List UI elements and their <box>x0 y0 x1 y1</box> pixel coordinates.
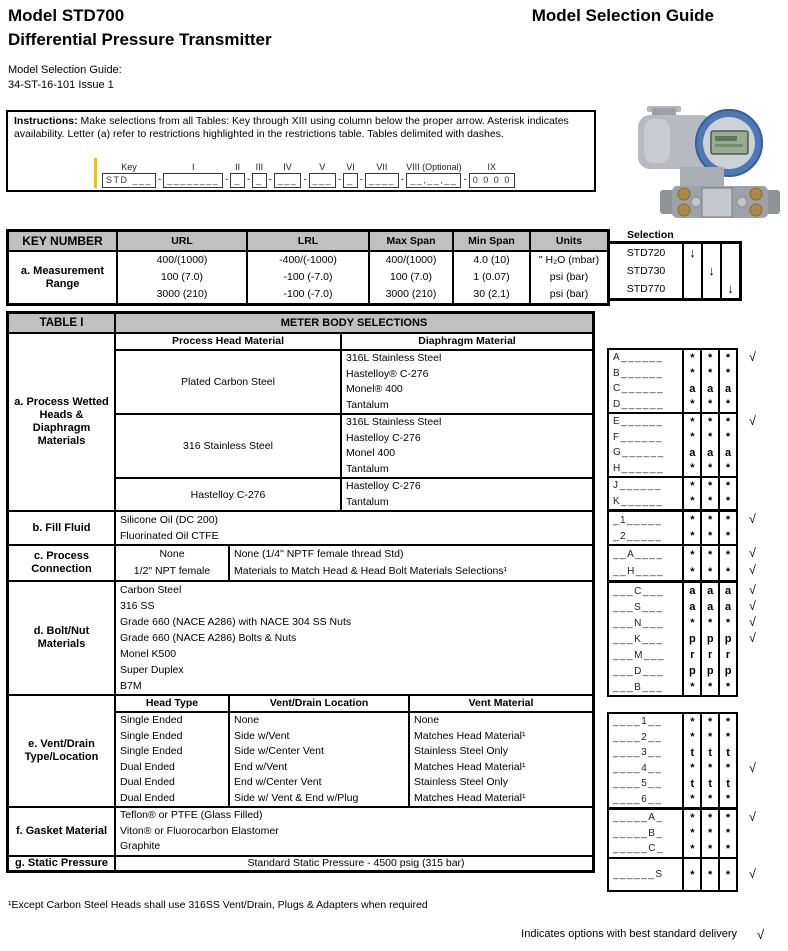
head-type: Single Ended <box>120 745 183 757</box>
key-separator: - <box>359 174 363 185</box>
key-number-title: KEY NUMBER <box>8 231 118 252</box>
bolt-option: Carbon Steel <box>120 584 182 596</box>
fill-fluid-option: Silicone Oil (DC 200) <box>120 514 219 526</box>
diaphragm-option: Hastelloy C-276 <box>346 480 421 492</box>
model-selection-box <box>607 241 742 301</box>
table1-title: TABLE I <box>9 314 116 332</box>
selection-box-d <box>607 581 756 697</box>
selection-row: G______ a a a <box>609 445 736 461</box>
selection-row: ____1__ * * * <box>609 714 736 730</box>
head-type: Dual Ended <box>120 760 175 773</box>
section-process-wetted: a. Process Wetted Heads & Diaphragm Materials Process Head Material Diaphragm Material Plated Carbon Steel 316L Stainless Steel Hastelloy® C-276 Monel® 400 Tantalum 316 Stainless Steel 316L Stainless Steel Hastelloy C-276 Monel 400 Tantalum Hastelloy C-276 Hastelloy C-276 Tantalum <box>9 334 592 510</box>
vent-location: End w/Vent <box>234 760 288 773</box>
best-delivery-check: √ <box>749 867 756 881</box>
column-header-lrl: LRL <box>247 231 369 252</box>
key-separator: - <box>463 174 467 185</box>
section-a-subheader: Process Head Material Diaphragm Material <box>116 334 592 351</box>
table1 <box>6 311 595 873</box>
vent-location: Side w/ Vent & End w/Plug <box>234 791 359 804</box>
column-header-units: Units <box>530 231 609 252</box>
vent-material: None <box>414 714 440 726</box>
instructions-text: Make selections from all Tables: Key through XIII using column below the proper arrow. Asterisk indicates availability. Letter (a) refer to restrictions highlighted in the restrictions table. Tables delimited with dashes. <box>14 115 569 140</box>
diaphragm-option: Tantalum <box>346 462 389 475</box>
column-header-min-span: Min Span <box>453 231 530 252</box>
gasket-option: Viton® or Fluorocarbon Elastomer <box>120 824 279 837</box>
key-field-2: II _ <box>230 162 245 188</box>
vent-location: Side w/Vent <box>234 729 290 742</box>
down-arrow-icon: ↓ <box>720 280 739 298</box>
vent-location: End w/Center Vent <box>234 776 322 788</box>
bolt-option: B7M <box>120 680 142 692</box>
selection-row: A______ * * * √ <box>613 350 756 364</box>
vent-material: Stainless Steel Only <box>414 745 508 757</box>
key-number-table <box>6 229 610 306</box>
selection-row: __H____ * * * √ <box>609 563 736 580</box>
legend-text: Indicates options with best standard delivery <box>521 928 737 940</box>
section-vent-drain: e. Vent/Drain Type/Location Head Type Vent/Drain Location Vent Material Single Ended Single Ended Single Ended Dual Ended Dual Ended Dual Ended None Side w/Vent Side w/Center Vent End w/Vent End w/Center Vent Side w/ Vent & End w/Plug None Matches Head Material¹ Stainless Steel Only Matches Head Material¹ Stainless Steel Only Matches Head Material¹ <box>9 694 592 806</box>
key-field-1: I ________ <box>163 162 223 188</box>
vent-location: None <box>234 714 260 726</box>
bolt-option: 316 SS <box>120 600 155 612</box>
selection-label: Selection <box>627 229 674 241</box>
table1-heading: METER BODY SELECTIONS <box>280 317 428 329</box>
selection-row: ___S___ a a a √ <box>613 599 756 613</box>
units-values: " H₂O (mbar) psi (bar) psi (bar) <box>530 251 609 305</box>
selection-row: __A____ * * * √ <box>609 546 736 563</box>
selection-box-b <box>607 510 756 546</box>
head-material-group: Plated Carbon Steel 316L Stainless Steel Hastelloy® C-276 Monel® 400 Tantalum <box>116 351 592 415</box>
product-photo <box>616 106 786 231</box>
head-material-group: 316 Stainless Steel 316L Stainless Steel Hastelloy C-276 Monel 400 Tantalum <box>116 415 592 479</box>
key-separator: - <box>268 174 272 185</box>
page-subtitle: Differential Pressure Transmitter <box>8 30 272 49</box>
best-delivery-check: √ <box>749 615 756 629</box>
key-field-8: VIII (Optional) __,__,__ <box>406 162 462 188</box>
page-title: Model STD700 <box>8 6 125 25</box>
vent-material: Matches Head Material¹ <box>414 760 526 773</box>
selection-row: E______ * * * √ <box>613 414 756 428</box>
selection-row: ____5__ t t t <box>609 776 736 792</box>
best-delivery-check: √ <box>749 546 756 560</box>
table1-header <box>9 314 592 334</box>
static-pressure-value: Standard Static Pressure - 4500 psig (315 bar) <box>247 856 465 869</box>
best-delivery-check: √ <box>749 631 756 645</box>
down-arrow-icon: ↓ <box>701 262 720 280</box>
diaphragm-option: 316L Stainless Steel <box>346 352 442 364</box>
selection-row: ______S * * * √ <box>609 859 736 890</box>
selection-row: _____A_ * * * √ <box>613 810 756 824</box>
gasket-option: Teflon® or PTFE (Glass Filled) <box>120 809 263 821</box>
selection-row: _____C_ * * * <box>609 841 736 857</box>
key-field-3: III _ <box>252 162 267 188</box>
selection-row: H______ * * * <box>609 461 736 479</box>
key-separator: - <box>400 174 405 185</box>
head-type: Dual Ended <box>120 776 175 788</box>
bolt-option: Monel K500 <box>120 648 177 660</box>
diaphragm-option: Hastelloy C-276 <box>346 431 421 444</box>
bolt-option: Super Duplex <box>120 664 184 676</box>
selection-row: ____4__ * * * √ <box>613 760 756 775</box>
selection-row: ___K___ p p p √ <box>613 631 756 645</box>
vent-material: Matches Head Material¹ <box>414 791 526 804</box>
selection-box-g <box>607 857 756 892</box>
best-delivery-check: √ <box>749 414 756 428</box>
highlight-bar <box>94 158 97 188</box>
selection-row: ___C___ a a a √ <box>613 583 756 597</box>
head-material-group: Hastelloy C-276 Hastelloy C-276 Tantalum <box>116 479 592 510</box>
vent-material: Stainless Steel Only <box>414 776 508 788</box>
best-delivery-check: √ <box>749 599 756 613</box>
key-number-header-row <box>8 231 609 252</box>
url-values: 400/(1000) 100 (7.0) 3000 (210) <box>117 251 247 305</box>
selection-row: B______ * * * <box>609 366 736 382</box>
best-delivery-check: √ <box>749 760 756 775</box>
key-separator: - <box>303 174 307 185</box>
selection-row: ___M___ r r r <box>609 647 736 663</box>
key-separator: - <box>246 174 251 185</box>
best-delivery-check: √ <box>749 810 756 824</box>
key-field-key: Key STD ___ <box>102 162 156 188</box>
key-field-5: V ___ <box>309 162 337 188</box>
key-separator: - <box>338 174 342 185</box>
vent-drain-subheader: Head Type Vent/Drain Location Vent Material <box>116 696 592 713</box>
selection-row: ___B___ * * * <box>609 679 736 695</box>
selection-row: ___D___ p p p <box>609 663 736 679</box>
footnote: ¹Except Carbon Steel Heads shall use 316SS Vent/Drain, Plugs & Adapters when required <box>8 899 428 911</box>
column-header-url: URL <box>117 231 247 252</box>
section-gasket: f. Gasket Material Teflon® or PTFE (Glass Filled) Viton® or Fluorocarbon Elastomer Graphite <box>9 806 592 855</box>
selection-row: STD770 ↓ <box>610 280 739 298</box>
section-fill-fluid: b. Fill Fluid Silicone Oil (DC 200) Fluorinated Oil CTFE <box>9 510 592 544</box>
diaphragm-option: Monel 400 <box>346 447 396 459</box>
gasket-option: Graphite <box>120 840 161 852</box>
selection-row: _1_____ * * * √ <box>613 512 756 526</box>
best-delivery-check: √ <box>749 350 756 364</box>
selection-box-f <box>607 808 756 859</box>
best-delivery-check: √ <box>749 583 756 597</box>
max-span-values: 400/(1000) 100 (7.0) 3000 (210) <box>369 251 453 305</box>
checkmark-icon: √ <box>757 927 765 942</box>
min-span-values: 4.0 (10) 1 (0.07) 30 (2.1) <box>453 251 530 305</box>
key-separator: - <box>225 174 229 185</box>
selection-box-e <box>607 712 756 809</box>
connection-detail: Materials to Match Head & Head Bolt Materials Selections¹ <box>234 565 508 577</box>
selection-row: ____3__ t t t <box>609 745 736 761</box>
vent-material: Matches Head Material¹ <box>414 729 526 742</box>
selection-row: STD730 ↓ <box>610 262 739 280</box>
diaphragm-option: Tantalum <box>346 398 389 411</box>
selection-row: _____B_ * * * <box>609 826 736 842</box>
transmitter-illustration <box>616 106 786 226</box>
vent-location: Side w/Center Vent <box>234 745 324 757</box>
fill-fluid-option: Fluorinated Oil CTFE <box>120 530 219 542</box>
lrl-values: -400/(-1000) -100 (-7.0) -100 (-7.0) <box>247 251 369 305</box>
doc-label: Model Selection Guide: <box>8 64 122 76</box>
selection-box-c <box>607 544 756 582</box>
selection-row: ____2__ * * * <box>609 730 736 746</box>
section-bolt-nut: d. Bolt/Nut Materials Carbon Steel 316 SS Grade 660 (NACE A286) with NACE 304 SS Nuts Grade 660 (NACE A286) Bolts & Nuts Monel K500 Super Duplex B7M <box>9 580 592 694</box>
diaphragm-option: Monel® 400 <box>346 383 403 395</box>
doc-number: 34-ST-16-101 Issue 1 <box>8 79 114 91</box>
best-delivery-check: √ <box>749 512 756 526</box>
measurement-range-label: a. Measurement Range <box>8 251 118 305</box>
selection-row: ___N___ * * * √ <box>613 615 756 629</box>
key-separator: - <box>158 174 162 185</box>
down-arrow-icon: ↓ <box>682 244 701 262</box>
key-field-6: VI _ <box>343 162 358 188</box>
diaphragm-option: Tantalum <box>346 495 389 508</box>
selection-row: K______ * * * <box>609 494 736 510</box>
selection-row: ____6__ * * * <box>609 792 736 808</box>
measurement-range-row <box>8 251 609 305</box>
selection-box-a <box>607 348 756 511</box>
connection-detail: None (1/4" NPTF female thread Std) <box>234 548 404 560</box>
section-static-pressure: g. Static Pressure Standard Static Pressure - 4500 psig (315 bar) <box>9 855 592 870</box>
bolt-option: Grade 660 (NACE A286) with NACE 304 SS Nuts <box>120 616 352 628</box>
selection-row: STD720 ↓ <box>610 244 739 262</box>
selection-row: C______ a a a <box>609 381 736 397</box>
selection-row: D______ * * * <box>609 397 736 415</box>
selection-row: J______ * * * <box>609 478 736 494</box>
column-header-max-span: Max Span <box>369 231 453 252</box>
head-type: Single Ended <box>120 729 183 742</box>
key-field-9: IX 0 0 0 0 <box>469 162 515 188</box>
diaphragm-option: 316L Stainless Steel <box>346 416 442 428</box>
head-type: Dual Ended <box>120 791 175 804</box>
model-key-row <box>94 158 515 188</box>
head-type: Single Ended <box>120 714 183 726</box>
connection-option: 1/2" NPT female <box>133 565 211 577</box>
key-field-4: IV ___ <box>274 162 302 188</box>
selection-row: _2_____ * * * <box>609 528 736 544</box>
guide-title: Model Selection Guide <box>531 6 714 25</box>
key-field-7: VII ____ <box>365 162 399 188</box>
best-delivery-check: √ <box>749 563 756 577</box>
instructions-label: Instructions: <box>14 115 78 127</box>
connection-option: None <box>159 548 185 560</box>
diaphragm-option: Hastelloy® C-276 <box>346 367 429 380</box>
selection-row: F______ * * * <box>609 430 736 446</box>
instructions-box <box>6 110 596 192</box>
section-process-connection: c. Process Connection None 1/2" NPT female None (1/4" NPTF female thread Std) Materials to Match Head & Head Bolt Materials Selections¹ <box>9 544 592 580</box>
bolt-option: Grade 660 (NACE A286) Bolts & Nuts <box>120 632 297 644</box>
